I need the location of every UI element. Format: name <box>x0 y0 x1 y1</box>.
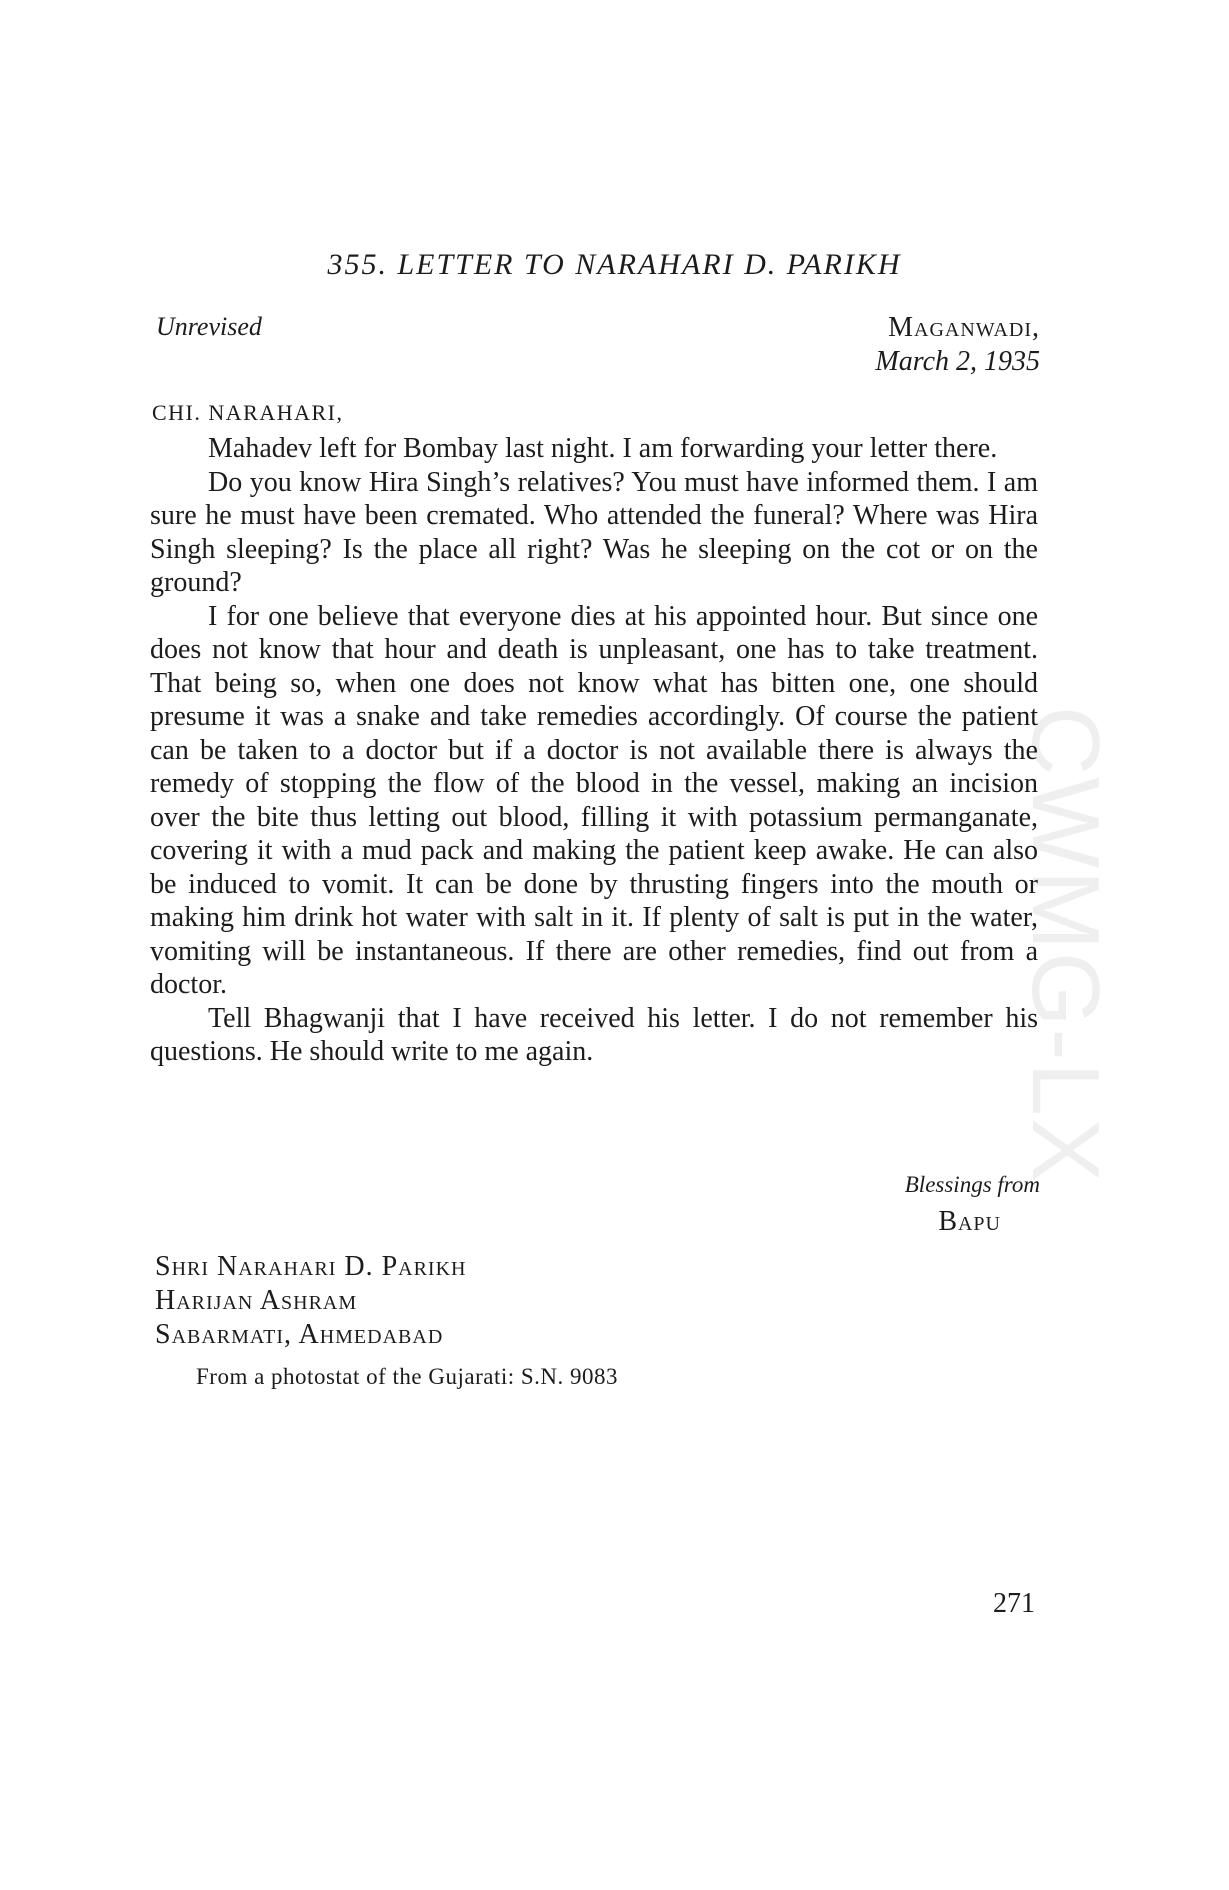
letter-title: 355. LETTER TO NARAHARI D. PARIKH <box>327 248 902 281</box>
paragraph: Tell Bhagwanji that I have received his letter. I do not remember his questions. He should write to me again. <box>150 1002 1038 1067</box>
closing: Blessings from <box>904 1172 1040 1197</box>
letter-place: Maganwadi, <box>888 312 1040 343</box>
paragraph: Mahadev left for Bombay last night. I am forwarding your letter there. <box>208 433 998 464</box>
recipient-address <box>155 1250 466 1352</box>
signature: Bapu <box>938 1206 1001 1237</box>
letter-date: March 2, 1935 <box>875 346 1040 377</box>
address-line: Sabarmati, Ahmedabad <box>155 1319 444 1350</box>
paragraph: I for one believe that everyone dies at his appointed hour. But since one does not know that hour and death is unpleasant, one has to take treatment. That being so, when one does not know what has bitten one, one should presume it was a snake and take remedies accordingly. Of course the patient can be taken to a doctor but if a doctor is not available there is always the remedy of stopping the flow of the blood in the vessel, making an incision over the bite thus letting out blood, filling it with potassium permanganate, covering it with a mud pack and making the patient keep awake. He can also be induced to vomit. It can be done by thrusting fingers into the mouth or making him drink hot water with salt in it. If plenty of salt is put in the water, vomiting will be instantaneous. If there are other remedies, find out from a doctor. <box>150 600 1038 1000</box>
salutation: CHI. NARAHARI, <box>152 400 344 425</box>
paragraph: Do you know Hira Singh’s relatives? You must have informed them. I am sure he must have been cremated. Who attended the funeral? Where was Hira Singh sleeping? Is the place all right? Was he sleeping on the cot or on the ground? <box>150 466 1038 598</box>
revision-status: Unrevised <box>156 312 262 341</box>
address-line: Shri Narahari D. Parikh <box>155 1251 467 1282</box>
page-number: 271 <box>993 1588 1035 1619</box>
letter-body <box>150 432 1038 1069</box>
address-line: Harijan Ashram <box>155 1285 358 1316</box>
source-note: From a photostat of the Gujarati: S.N. 9083 <box>196 1364 619 1389</box>
watermark <box>1012 530 1119 1360</box>
watermark-text: CWMG-LX <box>1012 706 1119 1184</box>
